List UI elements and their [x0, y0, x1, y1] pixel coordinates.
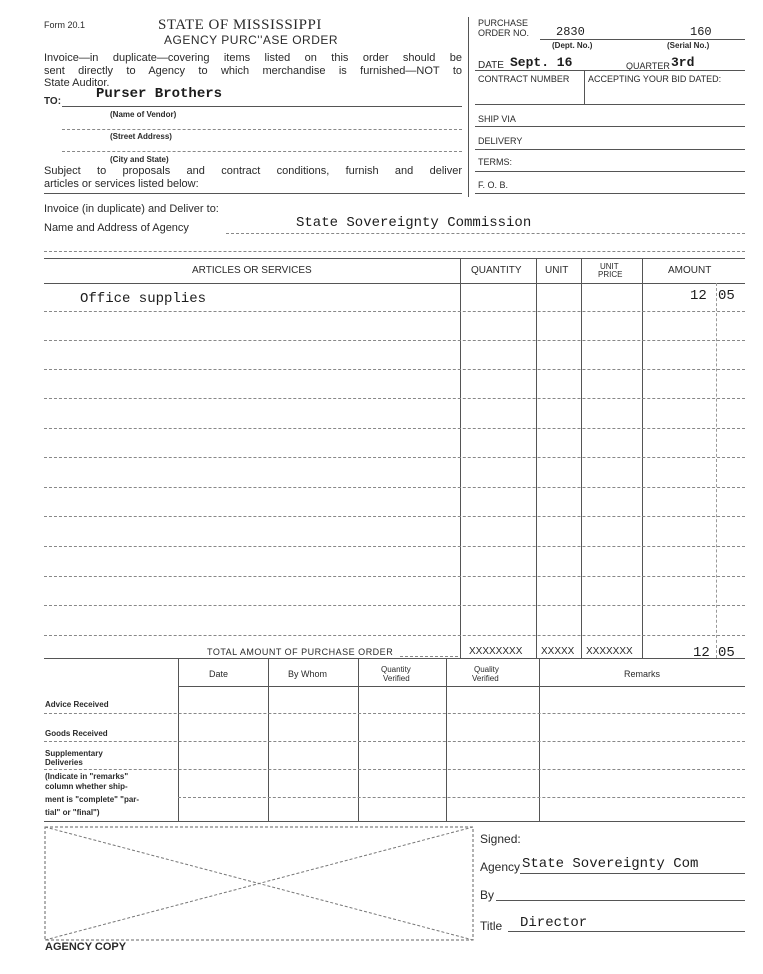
total-label: TOTAL AMOUNT OF PURCHASE ORDER	[207, 647, 394, 657]
title-value: Director	[520, 915, 588, 931]
item-row-line	[44, 369, 745, 370]
po-label-1: PURCHASE	[478, 18, 529, 28]
note-line-1: (Indicate in "remarks"	[45, 772, 129, 781]
title-line	[508, 931, 745, 932]
item-amount-cents: 05	[718, 288, 735, 304]
supplementary-line	[44, 769, 745, 770]
terms-line	[475, 171, 745, 172]
delivery-line	[475, 149, 745, 150]
subject-line-1: Subject to proposals and contract conditions, furnish and deliver	[44, 165, 462, 177]
item-row-line	[44, 428, 745, 429]
vendor-name-line	[62, 106, 462, 107]
signature-agency-line	[520, 873, 745, 874]
amount-header: AMOUNT	[668, 265, 712, 276]
state-title: STATE OF MISSISSIPPI	[158, 17, 322, 33]
note-line-2: column whether ship-	[45, 782, 128, 791]
serial-number-value: 160	[690, 25, 712, 39]
note-line-3: ment is "complete" "par-	[45, 795, 140, 804]
total-amount-dollars: 12	[693, 645, 710, 661]
items-table-top-rule	[44, 258, 745, 259]
receiving-header-rule	[178, 686, 745, 687]
unit-header: UNIT	[545, 265, 569, 276]
date-line	[475, 70, 745, 71]
remarks-header: Remarks	[624, 669, 661, 679]
by-whom-header: By Whom	[288, 669, 328, 679]
agency-address-value: State Sovereignty Commission	[296, 215, 532, 231]
supplementary-label-2: Deliveries	[45, 758, 83, 767]
agency-address-line	[226, 233, 745, 234]
item-row-line	[44, 398, 745, 399]
title-label: Title	[480, 919, 503, 933]
date-header: Date	[209, 669, 229, 679]
advice-received-label: Advice Received	[45, 700, 109, 709]
advice-received-line	[44, 713, 745, 714]
total-price-mask: XXXXXXX	[586, 646, 633, 657]
supplementary-label-1: Supplementary	[45, 749, 103, 758]
subject-line-2: articles or services listed below:	[44, 178, 199, 190]
item-amount-dollars: 12	[690, 288, 707, 304]
contract-line	[475, 104, 745, 105]
item-row-line	[44, 635, 745, 636]
quarter-value: 3rd	[671, 55, 695, 70]
col-divider-quantity	[460, 258, 461, 658]
quality-verified-header-2: Verified	[472, 674, 499, 683]
vendor-name-value: Purser Brothers	[96, 86, 223, 102]
form-number: Form 20.1	[44, 20, 86, 30]
street-caption: (Street Address)	[110, 132, 172, 141]
by-line	[496, 900, 745, 901]
po-label-2: ORDER NO.	[478, 28, 530, 38]
vendor-block-bottom-rule	[44, 193, 462, 194]
item-row-line	[44, 516, 745, 517]
instructions-line-2: sent directly to Agency to which merchandise is furnished—NOT to	[44, 65, 462, 77]
date-label: DATE	[478, 60, 504, 71]
unit-price-header-2: PRICE	[598, 270, 623, 279]
item-row-line	[44, 311, 745, 312]
instructions-line-3: State Auditor.	[44, 77, 110, 89]
terms-label: TERMS:	[478, 157, 513, 167]
note-line-4: tial" or "final")	[45, 808, 100, 817]
by-label: By	[480, 888, 495, 902]
unit-price-header-1: UNIT	[600, 262, 619, 271]
goods-received-line	[44, 741, 745, 742]
fob-line	[475, 193, 745, 194]
vendor-name-caption: (Name of Vendor)	[110, 110, 177, 119]
col-divider-amount	[642, 258, 643, 658]
item-row-line	[44, 340, 745, 341]
item-article: Office supplies	[80, 291, 207, 307]
to-label: TO:	[44, 96, 62, 107]
order-title: AGENCY PURC''ASE ORDER	[164, 33, 339, 47]
dept-number-value: 2830	[556, 25, 585, 39]
signature-agency-label: Agency	[480, 860, 521, 874]
total-amount-cents: 05	[718, 645, 735, 661]
col-divider-unit	[536, 258, 537, 658]
item-row-line	[44, 605, 745, 606]
total-unit-mask: XXXXX	[541, 646, 575, 657]
delivery-label: DELIVERY	[478, 136, 523, 146]
quantity-header: QUANTITY	[471, 265, 522, 276]
city-line	[62, 151, 462, 152]
ship-via-label: SHIP VIA	[478, 114, 516, 124]
contract-divider	[584, 70, 585, 104]
agency-address-label: Name and Address of Agency	[44, 222, 189, 234]
city-caption: (City and State)	[110, 155, 169, 164]
right-panel-divider	[468, 17, 469, 197]
ship-via-line	[475, 126, 745, 127]
date-value: Sept. 16	[510, 55, 573, 70]
accepting-bid-label: ACCEPTING YOUR BID DATED:	[588, 74, 722, 84]
quarter-label: QUARTER	[626, 61, 670, 71]
serial-caption: (Serial No.)	[667, 41, 710, 50]
item-row-line	[44, 546, 745, 547]
col-divider-unit-price	[581, 258, 582, 658]
instructions-line-1: Invoice—in duplicate—covering items listed on this order should be	[44, 52, 462, 64]
po-number-line	[540, 39, 745, 40]
total-leader	[400, 656, 458, 657]
quality-verified-header-1: Quality	[474, 665, 499, 674]
item-row-line	[44, 576, 745, 577]
fob-label: F. O. B.	[478, 180, 509, 190]
street-line	[62, 129, 462, 130]
signed-label: Signed:	[480, 832, 521, 846]
total-quantity-mask: XXXXXXXX	[469, 646, 523, 657]
remarks-line	[178, 797, 745, 798]
contract-number-label: CONTRACT NUMBER	[478, 74, 570, 84]
deliver-to-label: Invoice (in duplicate) and Deliver to:	[44, 203, 219, 215]
goods-received-label: Goods Received	[45, 729, 108, 738]
articles-header: ARTICLES OR SERVICES	[192, 265, 312, 276]
quantity-verified-header-2: Verified	[383, 674, 410, 683]
item-row-line	[44, 457, 745, 458]
agency-address-line-2	[44, 251, 745, 252]
void-box-cross	[44, 821, 476, 942]
items-header-rule	[44, 283, 745, 284]
agency-copy-label: AGENCY COPY	[45, 941, 127, 953]
item-row-line	[44, 487, 745, 488]
quantity-verified-header-1: Quantity	[381, 665, 411, 674]
dept-caption: (Dept. No.)	[552, 41, 593, 50]
total-row-rule	[44, 658, 745, 659]
signature-agency-value: State Sovereignty Com	[522, 856, 699, 872]
